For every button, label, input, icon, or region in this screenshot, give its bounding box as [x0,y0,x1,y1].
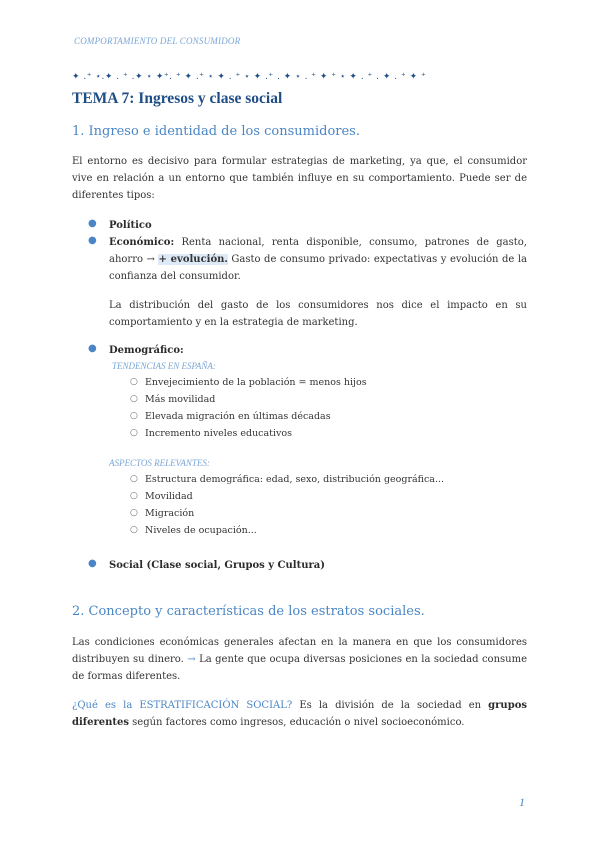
page-number: 1 [519,795,525,809]
bullet-economico [109,234,527,285]
q-rest: según factores como ingresos, educación o nivel socioeconómico. [128,717,465,728]
bullet-dot: ● [88,218,97,229]
bullet-dot: ● [88,558,97,569]
economico-text: Renta nacional, renta disponible, consumo, patrones de gasto, ahorro [109,237,527,265]
section-2-heading: 2. Concepto y características de los estratos sociales. [72,604,425,619]
tendencia-item: Más movilidad [145,394,216,405]
section-1-heading: 1. Ingreso e identidad de los consumidores. [72,124,360,139]
bullet-politico: Político [109,220,152,231]
bullet-demografico: Demográfico: [109,345,184,356]
arrow-icon: → [146,254,155,265]
q-text: Es la división de la sociedad en [292,700,489,711]
aspecto-item: Niveles de ocupación... [145,525,257,536]
circle-bullet: ○ [130,428,138,438]
q-bold: grupos diferentes [72,700,527,728]
p1-b: La gente que ocupa diversas posiciones en la sociedad consume de formas diferentes. [72,654,527,682]
tendencia-item: Incremento niveles educativos [145,428,292,439]
circle-bullet: ○ [130,394,138,404]
circle-bullet: ○ [130,474,138,484]
arrow-icon: → [187,654,196,665]
section-2-paragraph [72,634,527,685]
circle-bullet: ○ [130,508,138,518]
aspecto-item: Migración [145,508,195,519]
tendencia-item: Envejecimiento de la población = menos hijos [145,377,367,388]
aspecto-item: Estructura demográfica: edad, sexo, distribución geográfica... [145,474,445,485]
aspectos-label: ASPECTOS RELEVANTES: [109,458,210,468]
running-header: COMPORTAMIENTO DEL CONSUMIDOR [74,36,241,46]
ornament-divider: ✦ .⁺ ⋆.✦ . ⁺ .✦ ⋆ ✦⁺. ⁺ ✦ .⁺ ⋆ ✦ . ⁺ ⋆ ✦ .⁺ . ✦ ⋆ . ⁺ ✦ ⁺ ⋆ ✦ . ⁺ . ✦ . ⁺ ✦ ⁺ [72,72,427,82]
economico-paragraph: La distribución del gasto de los consumidores nos dice el impacto en su comportamiento y en la estrategia de marketing. [109,300,527,328]
bullet-dot: ● [88,343,97,354]
page-title: TEMA 7: Ingresos y clase social [72,90,283,107]
p1-a: Las condiciones económicas generales afectan en la manera en que los consumidores distribuyen su dinero. [72,637,527,665]
bullet-dot: ● [88,235,97,246]
economico-rest: Gasto de consumo privado: expectativas y evolución de la confianza del consumidor. [109,254,527,282]
circle-bullet: ○ [130,411,138,421]
aspecto-item: Movilidad [145,491,193,502]
stratification-question: ¿Qué es la ESTRATIFICACIÓN SOCIAL? [72,700,293,711]
tendencia-item: Elevada migración en últimas décadas [145,411,331,422]
circle-bullet: ○ [130,525,138,535]
tendencias-label: TENDENCIAS EN ESPAÑA: [112,361,216,371]
stratification-definition [72,697,527,731]
circle-bullet: ○ [130,491,138,501]
circle-bullet: ○ [130,377,138,387]
bullet-social: Social (Clase social, Grupos y Cultura) [109,560,325,571]
economico-label: Económico: [109,237,175,248]
economico-highlight: + evolución. [158,254,228,265]
section-1-intro: El entorno es decisivo para formular estrategias de marketing, ya que, el consumidor vive en relación a un entorno que también influye en su comportamiento. Puede ser de diferentes tipos: [72,156,527,201]
